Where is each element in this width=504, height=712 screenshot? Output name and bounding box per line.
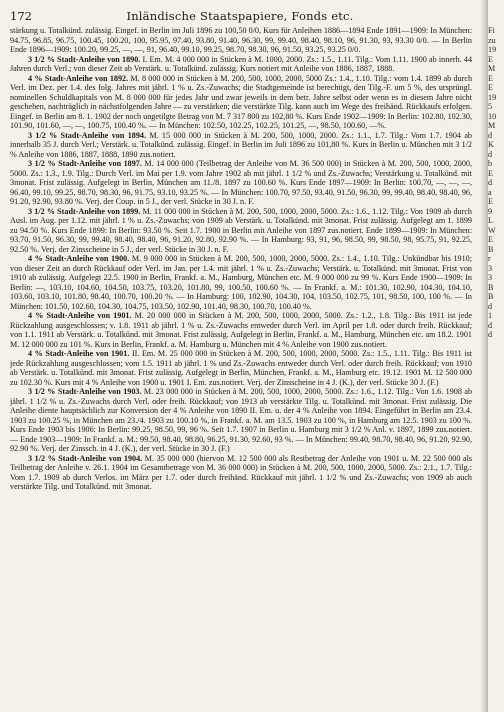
facing-page-fragment: d xyxy=(488,320,493,330)
facing-page-fragment: d xyxy=(488,130,493,140)
paragraph xyxy=(10,159,472,207)
facing-page-fragment: M xyxy=(488,64,496,73)
facing-page-fragment: E xyxy=(488,168,493,178)
paragraph-text: M. 35 000 000 (hiervon M. 12 500 000 als Restbetrag der Anleihe von 1901 u. M. 22 500 000 als Teilbetrag der Anleihe v. 26.1. 1904 im Gesamtbetrage von M. 36 000 000) in Stücken à M. 200, 500, 1000, 2000, 5000. Zs.: 2.1., 1.7. Tilg.: Vom 1.7. 1909 ab durch Verlos. im März per 1.7. oder durch freihänd. Rückkauf mit jährl. 1 1/2 % und Zs.-Zuwachs; von 1909 ab auch verstärkte Tilg. und Totalkünd. mit 3monat. xyxy=(10,453,472,491)
paragraph xyxy=(10,207,472,255)
facing-page-fragment: 1 xyxy=(488,311,493,320)
paragraph-text: M. 20 000 000 in Stücken à M. 200, 500, 1000, 2000, 5000. Zs.: 1.2., 1.8. Tilg.: Bis 1911 ist jede Rückzahlung ausgeschlossen; v. 1.8. 1911 ab jährl. 1 % u. Zs.-Zuwachs entweder durch Verl. im April per 1.8. oder durch freih. Rückkauf; von 1.1. 1911 ab Verstärk. u. Totalkünd. mit 3monat. Frist zulässig. Aufgelegt in Berlin, Frankf. a. M., Hamburg, München etc. am 18.2. 1901 M. 12 000 000 zu 101 %. Kurs in Berlin, Frankf. a. M. Hamburg u. München mit 4 % Anleihe von 1900 zus.notiert. xyxy=(10,311,472,349)
paragraph-heading: 3 1/2 % Stadt-Anleihe von 1904. xyxy=(28,453,143,463)
paragraph-text: M. 15 000 000 in Stücken à M. 200, 500, 1000, 2000. Zs.: 1.1., 1.7. Tilg.: Vom 1.7. 1904 ab innerhalb 35 J. durch Verl.; Verstärk. u. Totalkünd. zulässig. Eingef. in Berlin im Juli 1896 zu 101,80 %. Kurs in Berlin u. München mit 3 1/2 % Anleihe von 1886, 1887, 1888, 1890 zus.notiert. xyxy=(10,130,472,159)
paragraph xyxy=(10,454,472,492)
paragraph xyxy=(10,74,472,131)
paragraph-text: M. 14 000 000 (Teilbetrag der Anleihe von M. 36 500 000) in Stücken à M. 200, 500, 1000, 2000, 5000. Zs.: 1.3., 1.9. Tilg.: Durch Verl. im Mai per 1.9. vom Jahre 1902 ab mit jährl. 1 1/2 % und Zs.-Zuwachs; Verstärkung u. Totalkünd. mit 3monat. Frist zulässig. Aufgelegt in Berlin, München am 11./8. 1897 zu 100.60 %. Kurs Ende 1897—1909: In Berlin: 100.70, —, —, —, 96.40, 99.10, 99.25, 98.70, 98.30, 96, 91.75, 93.10, 93.25 %. — In München: 100.70, 97.50, 93.40, 91.50, 96.30, 99, 99.40, 98.40, 98.40, 96, 91.20, 92.90, 93.80 %. Verj. der Coup. in 5 J., der verl. Stücke in 30 J. n. F. xyxy=(10,159,472,206)
facing-page-fragment: 10 xyxy=(488,111,497,121)
facing-page-fragment: 3 xyxy=(488,263,493,273)
facing-page-fragment: d xyxy=(488,178,493,187)
facing-page-fragment: 3 xyxy=(488,273,493,282)
facing-page-fragment: d xyxy=(488,301,493,311)
paragraph-heading: 3 1/2 % Stadt-Anleihe von 1890. xyxy=(28,54,141,64)
facing-page-fragment: a xyxy=(488,187,492,197)
facing-page-fragment: E xyxy=(488,197,493,206)
running-head: Inländische Staatspapiere, Fonds etc. xyxy=(126,9,354,23)
paragraph-text: M. 11 000 000 in Stücken à M. 200, 500, 1000, 2000, 5000. Zs.: 1.6., 1.12. Tilg.: Von 1909 ab durch Ausl. im Aug. per 1.12. mit jährl. 1 % u. Zs.-Zuwachs; von 1909 ab Verstärk. u. Totalkünd. mit 3monat. Frist zulässig. Aufgelegt am 1. 1899 zu 94.50 %. Kurs Ende 1899: In Berlin: 93.50 %. Seit 1.7. 1900 in Berlin mit Anleihe von 1897 zus.notiert. Ende 1899—1909: In München: 93.70, 91.50, 96.30, 99, 99.40, 98.40, 98.40, 96, 91.20, 92.80, 92.90 %. — In Hamburg: 93, 91, 96, 98.50, 99, 98.50, 98, 95.75, 91, 92.25, 92.50 %. Verj. der Zinsscheine in 5 J., der verl. Stücke in 30 J. n. F. xyxy=(10,206,472,254)
facing-page-fragment: E xyxy=(488,54,493,64)
paragraph-text: stärkung u. Totalkünd. zulässig. Eingef. in Berlin im Juli 1896 zu 100,50 0/0, Kurs für Anleihen 1886—1894 Ende 1891—1909: In München: 94.75, 96.85, 96.75, 100.45, 100.20, 100, 95.95, 97.40, 93.80, 91.40, 96.30, 99, 99.40, 98.40, 98.10, 96, 91.30, 93, 93.30 0/0. — In Berlin Ende 1896—1909: 100.20, 99.25, —, —, 91, 96.40, 99.10, 99.25, 98.70, 98.30, 96, 91.50, 93.25, 93.25 0/0. xyxy=(10,26,472,54)
paragraph xyxy=(10,349,472,387)
page-header xyxy=(10,8,470,24)
facing-page-fragment: B xyxy=(488,282,494,292)
facing-page-fragment: r xyxy=(488,254,491,263)
facing-page-fragment: B xyxy=(488,244,494,254)
paragraph-text: I. Em. M. 4 000 000 in Stücken à M. 1000, 2000. Zs.: 1.5., 1.11. Tilg.: Vom 1.11. 1900 ab innerh. 44 Jahren durch Verl.; von dieser Zeit ab Verstärk. u. Totalkünd. zulässig. Kurs notiert mit Anleihe von 1886, 1887, 1888. xyxy=(10,54,472,73)
facing-page-fragment: B xyxy=(488,292,494,301)
paragraph xyxy=(10,387,472,454)
facing-page-fragment: M xyxy=(488,121,496,130)
paragraph-heading: 4 % Stadt-Anleihe von 1900. xyxy=(28,254,130,263)
paragraph xyxy=(10,131,472,160)
facing-page-fragment: E xyxy=(488,83,493,92)
paragraph-heading: 4 % Stadt-Anleihe von 1901. xyxy=(28,349,130,358)
facing-page-fragment: W xyxy=(488,225,496,235)
paragraph-text: M. 23 000 000 in Stücken à M. 200, 500, 1000, 2000, 5000. Zs.: 1.6., 1.12. Tilg.: Von 1.6. 1908 ab jährl. 1 1/2 % u. Zs.-Zuwachs durch Verl. oder freih. Rückkauf; von 1913 ab verstärkte Tilg. u. Totalkünd. mit 3monat. Frist zulässig. Die Anleihe diente hauptsächlich zur Konversion der 4 % Anleihe von 1890 II. Em. u. der 4 % Anleihe von 1894. Eingeführt in Berlin am 23.4. 1903 zu 100.25 %, in München am 23./4. 1903 zu 100.10 %, in Frankf. a. M. am 13.5. 1903 zu 100 %, in Hamburg am 12.5. 1903 zu 100 %. Kurs Ende 1903 bis 1906: In Berlin: 99.25, 98.50, 99, 96 %. Seit 1.7. 1907 in Berlin u. Hamburg mit 3 1/2 % Anl. v. 1897, 1899 zus.notiert. — Ende 1903—1909: In Frankf. a. M.: 99.50, 98.40, 98.80, 96.25, 91.30, 92.60, 93 %. — In München: 99.40, 98.70, 98.40, 96, 91.20, 92.90, 92.90 %. Verj. der Zinssch. in 4 J. (K.), der verl. Stücke in 30 J. (F.) xyxy=(10,387,472,453)
facing-page-fragment: L xyxy=(488,216,493,225)
body-text xyxy=(10,26,472,706)
facing-page-fragment: d xyxy=(488,149,493,159)
paragraph-heading: 3 1/2 % Stadt-Anleihe von 1894. xyxy=(28,130,146,140)
facing-page-edge xyxy=(488,26,504,706)
paragraph xyxy=(10,55,472,74)
paragraph-text: M. 9 000 000 in Stücken à M. 200, 500, 1000, 2000, 5000. Zs.: 1.4., 1.10. Tilg.: Unkündbar bis 1910; von dieser Zeit an durch Rückkauf oder Verl. im Jan. per 1.4. mit jährl. 1 % u. Zs.-Zuwachs; Verstärk. u. Totalkünd. mit 3monat. Frist von 1910 ab zulässig. Aufgelegt 22.5. 1900 in Berlin, Frankf. a. M., Hamburg, München etc. M. 9 000 000 zu 99 %. Kurs Ende 1900—1909: In Berlin: —, 103.10, 104.60, 104.50, 103.75, 103.20, 101.80, 99, 100.50, 100.60 %. — In Frankf. a. M.: 101.30, 102.90, 104.30, 104.10, 103.60, 103.10, 101.80, 98.40, 100.70, 100.20 %. — In Hamburg: 100, 102.90, 104.30, 104, 103.50, 102.75, 101, 98.50, 100, 100 %. — In München: 101.50, 102.60, 104.30, 104.75, 103.50, 102.90, 101.40, 98.30, 100.70, 100.40 %. xyxy=(10,254,472,311)
facing-page-fragment: d xyxy=(488,330,493,339)
paragraph xyxy=(10,26,472,55)
paragraph-text: II. Em. M. 25 000 000 in Stücken à M. 200, 500, 1000, 2000, 5000. Zs.: 1.5., 1.11. Tilg.: Bis 1911 ist jede Rückzahlung ausgeschlossen; vom 1.5. 1911 ab jährl. 1 % und Zs.-Zuwachs entweder durch Verl. oder durch freih. Rückkauf; von 1910 ab Verstärk. u. Totalkünd. mit 3monat. Frist zulässig. Aufgelegt in Berlin, München, Frankf. a. M., Hamburg etc. 19.12. 1901 M. 12 500 000 zu 102.30 %. Kurs mit 4 % Anleihe von 1900 u. 1901 I. Em. zus.notiert. Verj. der Zinsscheine in 4 J. (K.), der verl. Stücke 30 J. (F.) xyxy=(10,349,472,387)
facing-page-fragment: E xyxy=(488,73,493,83)
facing-page-fragment: 9 xyxy=(488,206,493,216)
facing-page-fragment: 19 xyxy=(488,45,497,54)
facing-page-fragment: 19 xyxy=(488,92,497,102)
page-number: 172 xyxy=(10,9,32,23)
paragraph xyxy=(10,311,472,349)
facing-page-fragment: zu xyxy=(488,35,496,45)
page-fold-shadow xyxy=(480,0,488,712)
paragraph-heading: 3 1/2 % Stadt-Anleihe von 1903. xyxy=(28,387,142,396)
facing-page-fragment: 5 xyxy=(488,102,493,111)
facing-page-fragment: K xyxy=(488,140,494,149)
paragraph-heading: 3 1/2 % Stadt-Anleihe von 1897. xyxy=(28,159,142,168)
paragraph-text: M. 8 000 000 in Stücken à M. 200, 500, 1000, 2000, 5000 Zs.: 1.4., 1.10. Tilg.: vom 1.4. 1899 ab durch Verl. im Dez. per 1.4. des folg. Jahres mit jährl. 1 % u. Zs.-Zuwachs; die Stadtgemeinde ist berechtigt, den Tilg.-F. um 5 %, des ursprüngl. nominellen Schuldkapitals von M. 8 000 000 für jedes Jahr und zwar jeweils in dem betr. Jahre selbst oder wenn es in diesem Jahre nicht geschehen, nachträglich in nächstfolgenden Jahre — zu verstärken; die verstärkte Tilg. kann auch im Wege des freihänd. Rückkaufs erfolgen. Eingef. in Berlin am 8. 1. 1902 der noch ungetilgte Betrag von M. 7 317 800 zu 102,80 %. Kurs Ende 1902—1909: In Berlin: 102.80, 102.30, 101.90, 101.60, —, —, 100.75, 100.40 %. — In München: 102.50, 102.25, 102.25, 101.25, —, 98.50, 100.60, —%. xyxy=(10,73,472,130)
facing-page-fragment: b xyxy=(488,159,493,168)
facing-page-fragment: E xyxy=(488,235,493,244)
paragraph xyxy=(10,254,472,311)
facing-page-fragment: Fi xyxy=(488,26,495,35)
paragraph-heading: 4 % Stadt-Anleihe von 1901. xyxy=(28,311,132,320)
paragraph-heading: 3 1/2 % Stadt-Anleihe von 1899. xyxy=(28,206,141,216)
paragraph-heading: 4 % Stadt-Anleihe von 1892. xyxy=(28,73,129,83)
